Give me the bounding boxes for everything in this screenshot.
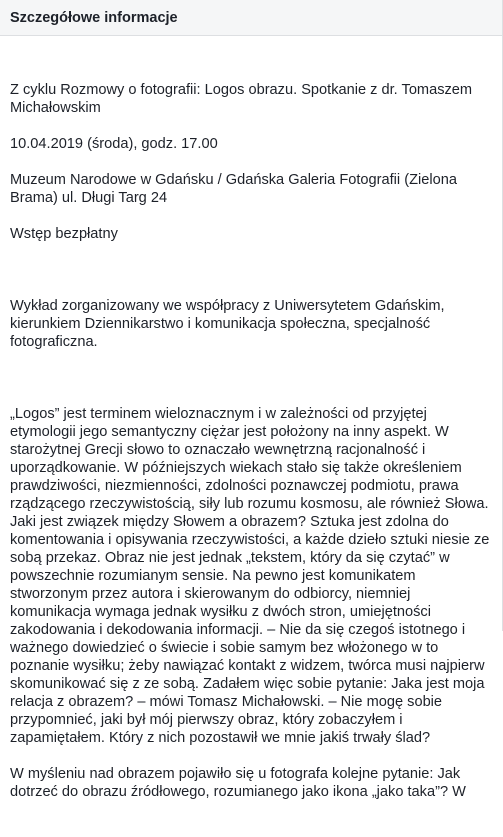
event-venue: Muzeum Narodowe w Gdańsku / Gdańska Galeria Fotografii (Zielona Brama) ul. Długi Targ 24 bbox=[10, 172, 457, 206]
panel-title: Szczegółowe informacje bbox=[10, 9, 178, 26]
event-date: 10.04.2019 (środa), godz. 17.00 bbox=[10, 136, 218, 152]
description-paragraph-logos bbox=[10, 387, 492, 819]
event-admission: Wstęp bezpłatny bbox=[10, 226, 118, 242]
description-text-logos: „Logos” jest terminem wieloznacznym i w zależności od przyjętej etymologii jego semantyczny ciężar jest położony na inny aspekt. W starożytnej Grecji słowo to oznaczało wewnętrzną racjonalność i uporządkowanie. W późniejszych wiekach stało się także określeniem prawdziwości, niezmienności, zdolności poznawczej podmiotu, prawa rządzącego rzeczywistością, siły lub rozumu kosmosu, ale również Słowa. Jaki jest związek między Słowem a obrazem? Sztuka jest zdolna do komentowania i opisywania rzeczywistości, a każde dzieło sztuki niesie ze sobą przekaz. Obraz nie jest jednak „tekstem, który da się czytać” w powszechnie rozumianym sensie. Na pewno jest komunikatem stworzonym przez autora i skierowanym do odbiorcy, niemniej komunikacja wymaga jednak wysiłku z dwóch stron, umiejętności zakodowania i dekodowania informacji. – Nie da się czegoś istotnego i ważnego dowiedzieć o świecie i sobie samym bez włożonego w to poznanie wysiłku; żeby nawiązać kontakt z widzem, twórca musi najpierw skomunikować się z ze sobą. Zadałem więc sobie pytanie: Jaka jest moja relacja z obrazem? – mówi Tomasz Michałowski. – Nie mogę sobie przypomnieć, jaki był mój pierwszy obraz, który zobaczyłem i zapamiętałem. Który z nich pozostawił we mnie jakiś trwały ślad? bbox=[10, 406, 490, 746]
description-text-continuation: W myśleniu nad obrazem pojawiło się u fotografa kolejne pytanie: Jak dotrzeć do obrazu źródłowego, rozumianego jako ikona „jako taka”? W bbox=[10, 766, 466, 800]
event-info-block bbox=[10, 63, 492, 261]
event-description bbox=[0, 36, 502, 837]
event-title: Z cyklu Rozmowy o fotografii: Logos obrazu. Spotkanie z dr. Tomaszem Michałowskim bbox=[10, 82, 473, 116]
description-paragraph-organizer: Wykład zorganizowany we współpracy z Uniwersytetem Gdańskim, kierunkiem Dziennikarstwo i komunikacja społeczna, specjalność fotograficzna. bbox=[10, 298, 445, 350]
panel-header bbox=[0, 0, 502, 36]
